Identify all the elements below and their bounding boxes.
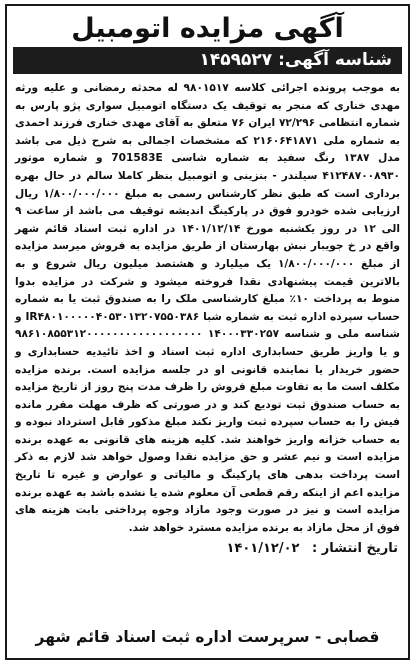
signature: قصابی - سرپرست اداره ثبت اسناد قائم شهر [35, 628, 380, 646]
notice-title: آگهی مزایده اتومبیل [71, 13, 344, 44]
notice-id-bar [13, 47, 402, 74]
notice-frame [5, 4, 410, 660]
publish-date-value: ۱۴۰۱/۱۲/۰۲ [226, 541, 300, 557]
notice-id-value: ۱۴۵۹۵۲۷ [199, 50, 273, 70]
publish-date-label: تاریخ انتشار : [312, 541, 398, 557]
publish-date [17, 541, 398, 556]
notice-id-label: شناسه آگهی: [278, 50, 392, 70]
notice-body: به موجب پرونده اجرائی کلاسه ۹۸۰۱۵۱۷ له محدثه رمضانی و علیه ورثه مهدی خناری که منجر به توقیف یک دستگاه اتومبیل سواری پژو پارس به شماره انتظامی ۷۲/۲۹۶ ایران ۷۶ متعلق به آقای مهدی خناری فرزند احمدی به شماره ملی ۲۱۶۰۶۴۱۸۷۱ که مشخصات اجمالی به شرح ذیل می باشد مدل ۱۳۸۷ رنگ سفید به شماره شاسی 701583E و شماره موتور ۴۱۲۴۸۷۰۰۸۹۳۰ سیلندر - بنزینی و اتومبیل بنظر کاملا سالم در حال بهره برداری است که طبق نظر کارشناس رسمی به مبلغ ۱/۸۰۰/۰۰۰/۰۰۰ ریال ارزیابی شده خودرو فوق در پارکینگ اندیشه توقیف می باشد از ساعت ۹ الی ۱۲ در روز یکشنبه مورخ ۱۴۰۱/۱۲/۱۴ در اداره ثبت اسناد قائم شهر واقع در خ جویبار نبش بهارستان از طریق مزایده به فروش میرسد مزایده از مبلغ ۱/۸۰۰/۰۰۰/۰۰۰ یک میلیارد و هشتصد میلیون ریال شروع و به بالاترین قیمت پیشنهادی نقدا فروخته میشود و شرکت در مزایده بدوا منوط به پرداخت ۱۰٪ مبلغ کارشناسی ملک را به صندوق ثبت یا به شماره حساب سپرده اداره ثبت به شماره شبا IR۴۸۰۱۰۰۰۰۰۴۰۵۳۰۱۳۲۰۷۵۵۰۳۸۶ و شناسه ملی و شناسه ۱۴۰۰۰۳۳۰۲۵۷ ۹۸۶۱۰۸۵۵۳۱۲۰۰۰۰۰۰۰۰۰۰۰۰۰۰۰۰۰۰ و یا واریز طریق حسابداری اداره ثبت اسناد و اخذ تائیدیه حسابداری و حضور خریدار یا نماینده قانونی او در جلسه مزایده است. برنده مزایده مکلف است ما به تفاوت مبلغ فروش را ظرف مدت پنج روز از تاریخ مزایده به حساب صندوق ثبت تودیع کند و در صورتی که ظرف مهلت مقرر مانده فیش را به حساب سپرده ثبت واریز نکند مبلغ مذکور قابل استرداد نبوده و به حساب خزانه واریز خواهند شد. کلیه هزینه های قانونی به عهده برنده مزایده است و نیم عشر و حق مزایده نقدا وصول خواهد شد لازم به ذکر است پرداخت بدهی های پارکینگ و مالیاتی و عوارض و غیره تا تاریخ مزایده اعم از اینکه رقم قطعی آن معلوم شده یا نشده باشد به عهده برنده مزایده است و نیز در صورت وجود مازاد وجوه پرداختی بابت هزینه های فوق از محل مازاد به برنده مزایده مسترد خواهد شد. [15, 82, 401, 534]
